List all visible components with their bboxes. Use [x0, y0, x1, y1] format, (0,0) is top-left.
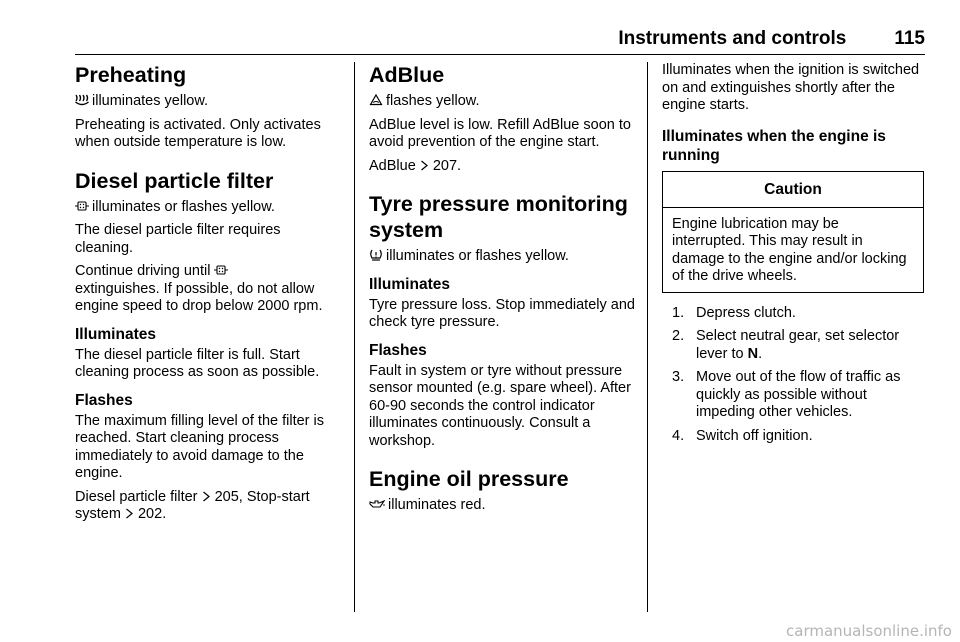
tpms-indicator: [369, 248, 637, 266]
column-left: [75, 62, 340, 530]
adblue-icon-text: flashes yellow.: [386, 93, 480, 109]
page-number: 115: [894, 28, 925, 49]
step-text-b: .: [758, 345, 763, 362]
glow-plug-icon: [75, 94, 89, 106]
dpf-indicator: [75, 199, 340, 217]
step-text-a: Select neutral gear, set selector lever to: [696, 328, 900, 362]
xref-end: .: [457, 157, 462, 174]
dpf-flashes-text: The maximum filling level of the filter is reached. Start cleaning process immediately to avoid damage to the engine.: [75, 412, 324, 481]
step-number: 4.: [672, 427, 685, 444]
caution-box: [662, 171, 924, 293]
dpf-heading: Diesel particle filter: [75, 168, 274, 193]
step-number: 1.: [672, 304, 685, 321]
caution-text: Engine lubrication may be interrupted. This may result in damage to the engine and/or locking of the drive wheels.: [672, 215, 907, 284]
watermark: carmanualsonline.info: [786, 622, 952, 640]
list-item: [662, 305, 924, 323]
engine-running-heading: Illuminates when the engine is running: [662, 127, 886, 164]
page-reference-icon: [125, 508, 134, 519]
dpf-illuminates-text: The diesel particle filter is full. Start cleaning process as soon as possible.: [75, 346, 320, 380]
preheating-heading: Preheating: [75, 63, 187, 87]
preheating-indicator: [75, 93, 340, 111]
list-item: [662, 428, 924, 446]
tpms-heading: Tyre pressure monitoring system: [369, 192, 628, 242]
gear-n-label: N: [747, 345, 759, 362]
dpf-flashes-heading: Flashes: [75, 391, 133, 409]
dpf-icon-text: illuminates or flashes yellow.: [92, 198, 275, 215]
tpms-flashes-heading: Flashes: [369, 341, 427, 359]
column-divider: [647, 62, 648, 612]
steps-list: [662, 305, 924, 446]
dpf-continue-driving: [75, 263, 340, 316]
oil-can-icon: [369, 498, 385, 510]
particle-filter-icon: [214, 264, 228, 276]
xref-adblue-page[interactable]: 207: [432, 157, 458, 174]
xref-end: .: [162, 506, 167, 522]
adblue-cross-reference: [369, 158, 637, 176]
tpms-flashes-text: Fault in system or tyre without pressure sensor mounted (e.g. spare wheel). After 60-90 seconds the control indicator illuminates continuously. Consult a workshop.: [369, 362, 631, 449]
adblue-description: AdBlue level is low. Refill AdBlue soon to avoid prevention of the engine start.: [369, 116, 631, 150]
xref-stopstart-label: , Stop-start system: [75, 488, 310, 522]
column-divider: [354, 62, 355, 612]
dpf-requires-cleaning: The diesel particle filter requires cleaning.: [75, 222, 281, 256]
dpf-cross-reference: [75, 489, 340, 524]
adblue-indicator: [369, 93, 637, 111]
tpms-illuminates-text: Tyre pressure loss. Stop immediately and check tyre pressure.: [369, 296, 635, 330]
xref-dpf-label: Diesel particle filter: [75, 488, 198, 505]
adblue-heading: AdBlue: [369, 63, 445, 87]
preheating-icon-text: illuminates yellow.: [92, 93, 209, 109]
list-item: [662, 328, 924, 363]
dpf-continue-text-a: Continue driving until: [75, 263, 211, 279]
xref-dpf-page[interactable]: 205: [214, 488, 239, 505]
step-text: Depress clutch.: [696, 304, 796, 321]
tyre-pressure-icon: [369, 249, 383, 261]
oil-illuminates-description: Illuminates when the ignition is switched on and extinguishes shortly after the engine starts.: [662, 62, 920, 113]
list-item: [662, 369, 924, 422]
step-text: Switch off ignition.: [696, 427, 813, 444]
dpf-continue-text-b: extinguishes. If possible, do not allow engine speed to drop below 2000 rpm.: [75, 280, 323, 314]
page-reference-icon: [420, 160, 429, 171]
step-text: [696, 328, 924, 363]
page-reference-icon: [202, 491, 211, 502]
step-number: 3.: [672, 369, 685, 385]
tpms-illuminates-heading: Illuminates: [369, 275, 450, 293]
column-middle: [369, 62, 637, 521]
oil-pressure-heading: Engine oil pressure: [369, 467, 569, 491]
particle-filter-icon: [75, 200, 89, 212]
xref-adblue-label: AdBlue: [369, 157, 416, 174]
adblue-icon: [369, 94, 383, 106]
header-title: Instruments and controls: [618, 28, 847, 49]
step-number: 2.: [672, 328, 685, 344]
xref-stopstart-page[interactable]: 202: [137, 506, 163, 522]
oil-pressure-icon-text: illuminates red.: [388, 497, 486, 513]
column-right: [662, 62, 924, 451]
preheating-description: Preheating is activated. Only activates when outside temperature is low.: [75, 116, 321, 150]
page-header: [75, 28, 925, 55]
oil-pressure-indicator: [369, 497, 637, 515]
tpms-icon-text: illuminates or flashes yellow.: [386, 248, 569, 264]
dpf-illuminates-heading: Illuminates: [75, 325, 156, 343]
caution-title: Caution: [663, 172, 923, 208]
step-text: Move out of the flow of traffic as quickly as possible without impeding other vehicles.: [696, 369, 901, 420]
